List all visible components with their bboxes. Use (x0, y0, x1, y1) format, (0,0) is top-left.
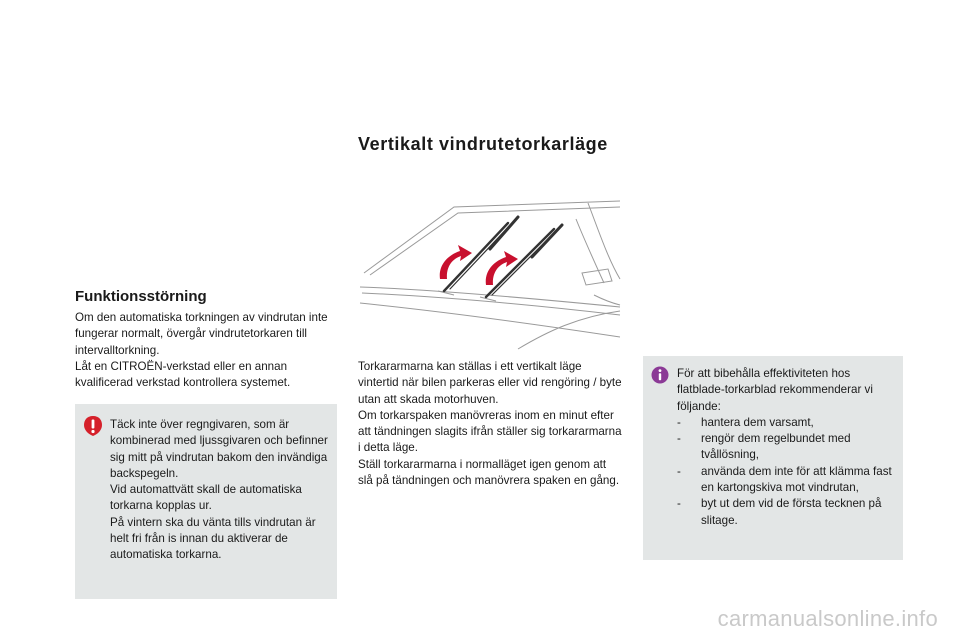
list-item (677, 415, 897, 431)
watermark: carmanualsonline.info (717, 606, 938, 631)
vertical-mode-paragraph-1: Torkararmarna kan ställas i ett vertikalt läge vintertid när bilen parkeras eller vid rengöring / byte utan att skada motorhuven. (358, 360, 622, 406)
vertical-mode-paragraph-3: Ställ torkararmarna i normalläget igen genom att slå på tändningen och manövrera spaken en gång. (358, 457, 620, 488)
warning-paragraph-2: Vid automattvätt skall de automatiska torkarna kopplas ur. (110, 483, 302, 513)
warning-text (110, 417, 330, 564)
info-intro: För att bibehålla effektiviteten hos flatblade-torkarblad rekommenderar vi följande: (677, 367, 873, 413)
list-item (677, 496, 897, 529)
warning-icon (83, 415, 103, 437)
info-icon (651, 366, 669, 384)
list-dash: - (677, 432, 681, 446)
malfunction-paragraph-2: Låt en CITROËN-verkstad eller en annan kvalificerad verkstad kontrollera systemet. (75, 359, 291, 390)
info-box (643, 356, 903, 560)
list-dash: - (677, 497, 681, 511)
malfunction-heading: Funktionsstörning (75, 288, 207, 305)
warning-box (75, 404, 337, 599)
list-dash: - (677, 415, 681, 429)
list-dash: - (677, 464, 681, 478)
section-title: Vertikalt vindrutetorkarläge (358, 134, 608, 154)
list-item-text: byt ut dem vid de första tecknen på slitage. (701, 497, 882, 527)
list-item (677, 464, 897, 497)
vertical-mode-paragraph-2: Om torkarspaken manövreras inom en minut efter att tändningen slagits ifrån ställer sig torkararmarna i detta läge. (358, 408, 622, 455)
list-item-text: rengör dem regelbundet med tvållösning, (701, 432, 851, 462)
malfunction-text (75, 310, 337, 391)
windshield-wiper-illustration (358, 199, 622, 351)
warning-paragraph-1: Täck inte över regngivaren, som är kombinerad med ljussgivaren och befinner sig mitt på vindrutan bakom den invändiga backspegeln. (110, 418, 328, 480)
malfunction-paragraph-1: Om den automatiska torkningen av vindrutan inte fungerar normalt, övergår vindrutetorkaren till intervalltorkning. (75, 311, 328, 357)
list-item-text: använda dem inte för att klämma fast en kartongskiva mot vindrutan, (701, 464, 892, 495)
warning-paragraph-3: På vintern ska du vänta tills vindrutan är helt fri från is innan du aktiverar de automatiska torkarna. (110, 515, 316, 562)
list-item-text: hantera dem varsamt, (701, 415, 814, 429)
list-item (677, 431, 897, 464)
vertical-mode-text (358, 359, 622, 489)
info-text (677, 366, 897, 529)
